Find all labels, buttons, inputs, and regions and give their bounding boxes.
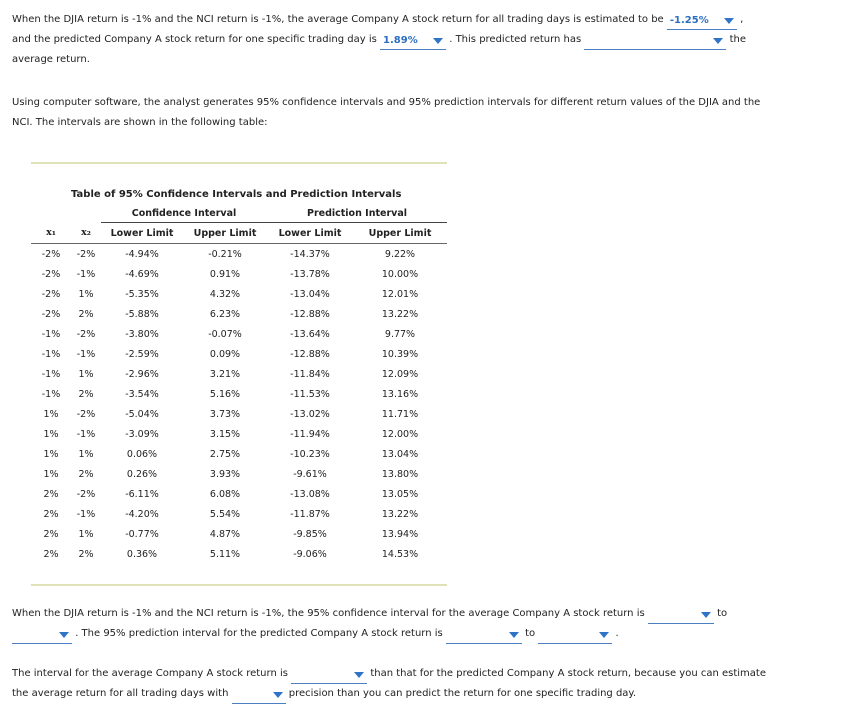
width-mid: than that for the predicted Company A stock return, because you can estimate <box>370 668 766 679</box>
pi-end: . <box>615 628 619 639</box>
ci-lower-cell: -4.69% <box>125 268 159 280</box>
ci-lower-cell: -5.88% <box>125 308 159 320</box>
ci-upper-cell: 3.21% <box>209 368 241 380</box>
x2-cell: 1% <box>78 528 94 540</box>
table-row <box>31 484 447 504</box>
header-x2: x₂ <box>71 223 101 244</box>
pi-upper-cell: 13.04% <box>381 448 419 460</box>
x1-cell: -2% <box>41 268 61 280</box>
pi-lower-cell: -12.88% <box>290 348 330 360</box>
avg-return-value: -1.25% <box>669 15 709 26</box>
ci-lower-cell: -3.80% <box>125 328 159 340</box>
x2-cell: 1% <box>78 368 94 380</box>
ci-upper-dropdown[interactable] <box>12 627 72 644</box>
ci-lower-cell: 0.06% <box>126 448 158 460</box>
pi-lower-cell: -10.23% <box>290 448 330 460</box>
pi-upper-cell: 12.01% <box>381 288 419 300</box>
comparison-dropdown[interactable] <box>584 33 726 50</box>
x2-cell: -2% <box>76 248 96 260</box>
ci-to: to <box>717 608 728 619</box>
ci-lower-cell: -6.11% <box>125 488 159 500</box>
ci-lower-cell: -3.54% <box>125 388 159 400</box>
group-confidence-interval: Confidence Interval <box>101 204 267 223</box>
pi-lower-cell: -9.06% <box>293 548 327 560</box>
q3-text: average return. <box>12 54 90 65</box>
pi-lower-cell: -11.94% <box>290 428 330 440</box>
pi-lower-cell: -14.37% <box>290 248 330 260</box>
chevron-down-icon <box>59 632 69 638</box>
intro-line-2: NCI. The intervals are shown in the following table: <box>12 117 268 128</box>
header-x1: x₁ <box>31 223 71 244</box>
chevron-down-icon <box>354 672 364 678</box>
predicted-return-value: 1.89% <box>383 35 418 46</box>
pi-upper-cell: 13.94% <box>381 528 419 540</box>
question-intro <box>12 10 746 70</box>
ci-lower-cell: -0.77% <box>125 528 159 540</box>
header-ci-upper: Upper Limit <box>183 223 267 244</box>
comparison-question <box>12 664 766 704</box>
table-row <box>31 464 447 484</box>
pi-upper-cell: 12.09% <box>381 368 419 380</box>
pi-upper-cell: 9.22% <box>384 248 416 260</box>
comparison-value <box>584 35 587 46</box>
pi-upper-cell: 9.77% <box>384 328 416 340</box>
ci-lower-cell: -4.20% <box>125 508 159 520</box>
table-intro <box>12 93 760 133</box>
x1-cell: 2% <box>43 548 59 560</box>
pi-upper-cell: 12.00% <box>381 428 419 440</box>
q1-text: When the DJIA return is -1% and the NCI return is -1%, the average Company A stock return for all trading days is estimated to be <box>12 14 664 25</box>
pi-upper-cell: 13.05% <box>381 488 419 500</box>
x2-cell: 1% <box>78 288 94 300</box>
table-row <box>31 524 447 544</box>
ci-lower-dropdown[interactable] <box>648 607 714 624</box>
precision-dropdown[interactable] <box>232 687 286 704</box>
ci-upper-cell: -0.21% <box>208 248 242 260</box>
ci-lower-cell: -2.96% <box>125 368 159 380</box>
table-row <box>31 304 447 324</box>
pi-upper-cell: 11.71% <box>381 408 419 420</box>
x2-cell: -2% <box>76 408 96 420</box>
x1-cell: 1% <box>43 468 59 480</box>
ci-upper-cell: 5.54% <box>209 508 241 520</box>
ci-upper-cell: -0.07% <box>208 328 242 340</box>
ci-upper-cell: 3.73% <box>209 408 241 420</box>
ci-upper-cell: 2.75% <box>209 448 241 460</box>
q2-mid: . This predicted return has <box>449 34 582 45</box>
header-pi-upper: Upper Limit <box>353 223 447 244</box>
x1-cell: 2% <box>43 488 59 500</box>
table-row <box>31 424 447 444</box>
x1-cell: 1% <box>43 408 59 420</box>
x1-cell: 1% <box>43 448 59 460</box>
chevron-down-icon <box>433 38 443 44</box>
x2-cell: 2% <box>78 468 94 480</box>
ci-upper-cell: 4.32% <box>209 288 241 300</box>
intro-line-1: Using computer software, the analyst generates 95% confidence intervals and 95% prediction intervals for different return values of the DJIA and the <box>12 97 761 108</box>
chevron-down-icon <box>724 18 734 24</box>
x2-cell: -1% <box>76 428 96 440</box>
pi-upper-cell: 13.16% <box>381 388 419 400</box>
q1-comma: , <box>740 14 744 25</box>
table-row <box>31 384 447 404</box>
table-title: Table of 95% Confidence Intervals and Prediction Intervals <box>71 188 402 200</box>
pi-lower-cell: -13.04% <box>290 288 330 300</box>
x2-cell: 1% <box>78 448 94 460</box>
chevron-down-icon <box>599 632 609 638</box>
table-row <box>31 444 447 464</box>
table-row <box>31 504 447 524</box>
header-ci-lower: Lower Limit <box>101 223 183 244</box>
pi-lower-cell: -13.02% <box>290 408 330 420</box>
table-row <box>31 404 447 424</box>
table-row <box>31 344 447 364</box>
pi-upper-cell: 13.22% <box>381 308 419 320</box>
x2-cell: 2% <box>78 548 94 560</box>
width-comparison-dropdown[interactable] <box>291 667 367 684</box>
pi-lower-cell: -13.64% <box>290 328 330 340</box>
pi-upper-cell: 13.22% <box>381 508 419 520</box>
ci-upper-cell: 6.08% <box>209 488 241 500</box>
pi-lower-cell: -12.88% <box>290 308 330 320</box>
ci-lower-cell: -4.94% <box>125 248 159 260</box>
ci-text: When the DJIA return is -1% and the NCI return is -1%, the 95% confidence interval for the average Company A stock return is <box>12 608 645 619</box>
ci-upper-cell: 0.91% <box>209 268 241 280</box>
x1-cell: 2% <box>43 508 59 520</box>
ci-lower-cell: -2.59% <box>125 348 159 360</box>
x2-cell: 2% <box>78 308 94 320</box>
chevron-down-icon <box>273 692 283 698</box>
table-row <box>31 264 447 284</box>
x1-cell: -2% <box>41 308 61 320</box>
x1-cell: -2% <box>41 288 61 300</box>
pi-lower-cell: -9.61% <box>293 468 327 480</box>
pi-lower-cell: -13.78% <box>290 268 330 280</box>
x1-cell: -1% <box>41 388 61 400</box>
ci-upper-cell: 4.87% <box>209 528 241 540</box>
width-text: The interval for the average Company A stock return is <box>12 668 288 679</box>
ci-lower-cell: -3.09% <box>125 428 159 440</box>
ci-lower-cell: 0.36% <box>126 548 158 560</box>
pi-upper-cell: 10.00% <box>381 268 419 280</box>
pi-to: to <box>525 628 536 639</box>
x2-cell: -2% <box>76 328 96 340</box>
table-row <box>31 244 447 265</box>
pi-lower-dropdown[interactable] <box>446 627 522 644</box>
precision-mid: precision than you can predict the return for one specific trading day. <box>288 688 637 699</box>
ci-lower-cell: 0.26% <box>126 468 158 480</box>
ci-upper-cell: 5.11% <box>209 548 241 560</box>
table-header-row <box>31 223 447 244</box>
x1-cell: 1% <box>43 428 59 440</box>
x1-cell: -2% <box>41 248 61 260</box>
pi-upper-cell: 10.39% <box>381 348 419 360</box>
pi-text: . The 95% prediction interval for the predicted Company A stock return is <box>75 628 443 639</box>
x2-cell: -1% <box>76 268 96 280</box>
x2-cell: 2% <box>78 388 94 400</box>
chevron-down-icon <box>509 632 519 638</box>
group-prediction-interval: Prediction Interval <box>267 204 447 223</box>
pi-upper-dropdown[interactable] <box>538 627 612 644</box>
ci-upper-cell: 3.93% <box>209 468 241 480</box>
ci-upper-cell: 3.15% <box>209 428 241 440</box>
chevron-down-icon <box>713 38 723 44</box>
ci-lower-cell: -5.04% <box>125 408 159 420</box>
x2-cell: -2% <box>76 488 96 500</box>
table-row <box>31 284 447 304</box>
table-row <box>31 544 447 564</box>
pi-lower-cell: -11.84% <box>290 368 330 380</box>
ci-lower-cell: -5.35% <box>125 288 159 300</box>
table-row <box>31 324 447 344</box>
precision-text: the average return for all trading days with <box>12 688 229 699</box>
ci-upper-cell: 6.23% <box>209 308 241 320</box>
x1-cell: -1% <box>41 348 61 360</box>
table-row <box>31 364 447 384</box>
header-pi-lower: Lower Limit <box>267 223 353 244</box>
pi-lower-cell: -9.85% <box>293 528 327 540</box>
pi-lower-cell: -11.53% <box>290 388 330 400</box>
intervals-table <box>31 162 447 586</box>
x1-cell: 2% <box>43 528 59 540</box>
x2-cell: -1% <box>76 508 96 520</box>
ci-upper-cell: 5.16% <box>209 388 241 400</box>
pi-lower-cell: -11.87% <box>290 508 330 520</box>
x2-cell: -1% <box>76 348 96 360</box>
q2-end: the <box>729 34 747 45</box>
q2-text: and the predicted Company A stock return for one specific trading day is <box>12 34 377 45</box>
chevron-down-icon <box>701 612 711 618</box>
pi-lower-cell: -13.08% <box>290 488 330 500</box>
interval-question <box>12 604 727 644</box>
pi-upper-cell: 14.53% <box>381 548 419 560</box>
x1-cell: -1% <box>41 368 61 380</box>
predicted-return-dropdown[interactable] <box>380 33 446 50</box>
x1-cell: -1% <box>41 328 61 340</box>
pi-upper-cell: 13.80% <box>381 468 419 480</box>
avg-return-dropdown[interactable] <box>667 13 737 30</box>
ci-upper-cell: 0.09% <box>209 348 241 360</box>
